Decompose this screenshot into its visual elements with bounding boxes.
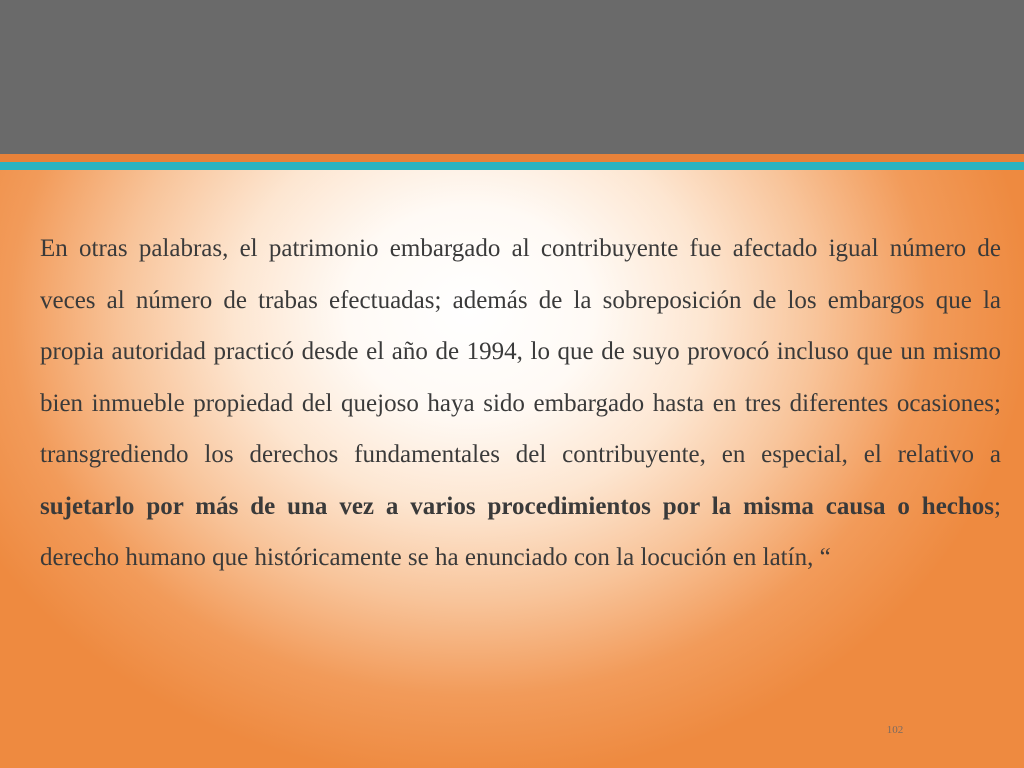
- paragraph-bold-text: sujetarlo por más de una vez a varios procedimientos por la misma causa o hechos: [40, 492, 995, 520]
- orange-divider-stripe: [0, 154, 1024, 162]
- teal-divider-stripe: [0, 162, 1024, 170]
- body-paragraph: [40, 223, 1001, 584]
- paragraph-text-part1: En otras palabras, el patrimonio embargado al contribuyente fue afectado igual número de veces al número de trabas efectuadas; además de la sobreposición de los embargos que la propia autoridad practicó desde el año de 1994, lo que de suyo provocó incluso que un mismo bien inmueble propiedad del quejoso haya sido embargado hasta en tres diferentes ocasiones; transgrediendo los derechos fundamentales del contribuyente, en especial, el relativo a: [40, 235, 1001, 468]
- paragraph-text-part2: ; derecho humano que históricamente se ha enunciado con la locución en latín, “: [40, 492, 1001, 571]
- page-number: 102: [886, 724, 904, 736]
- header-band: [0, 0, 1024, 154]
